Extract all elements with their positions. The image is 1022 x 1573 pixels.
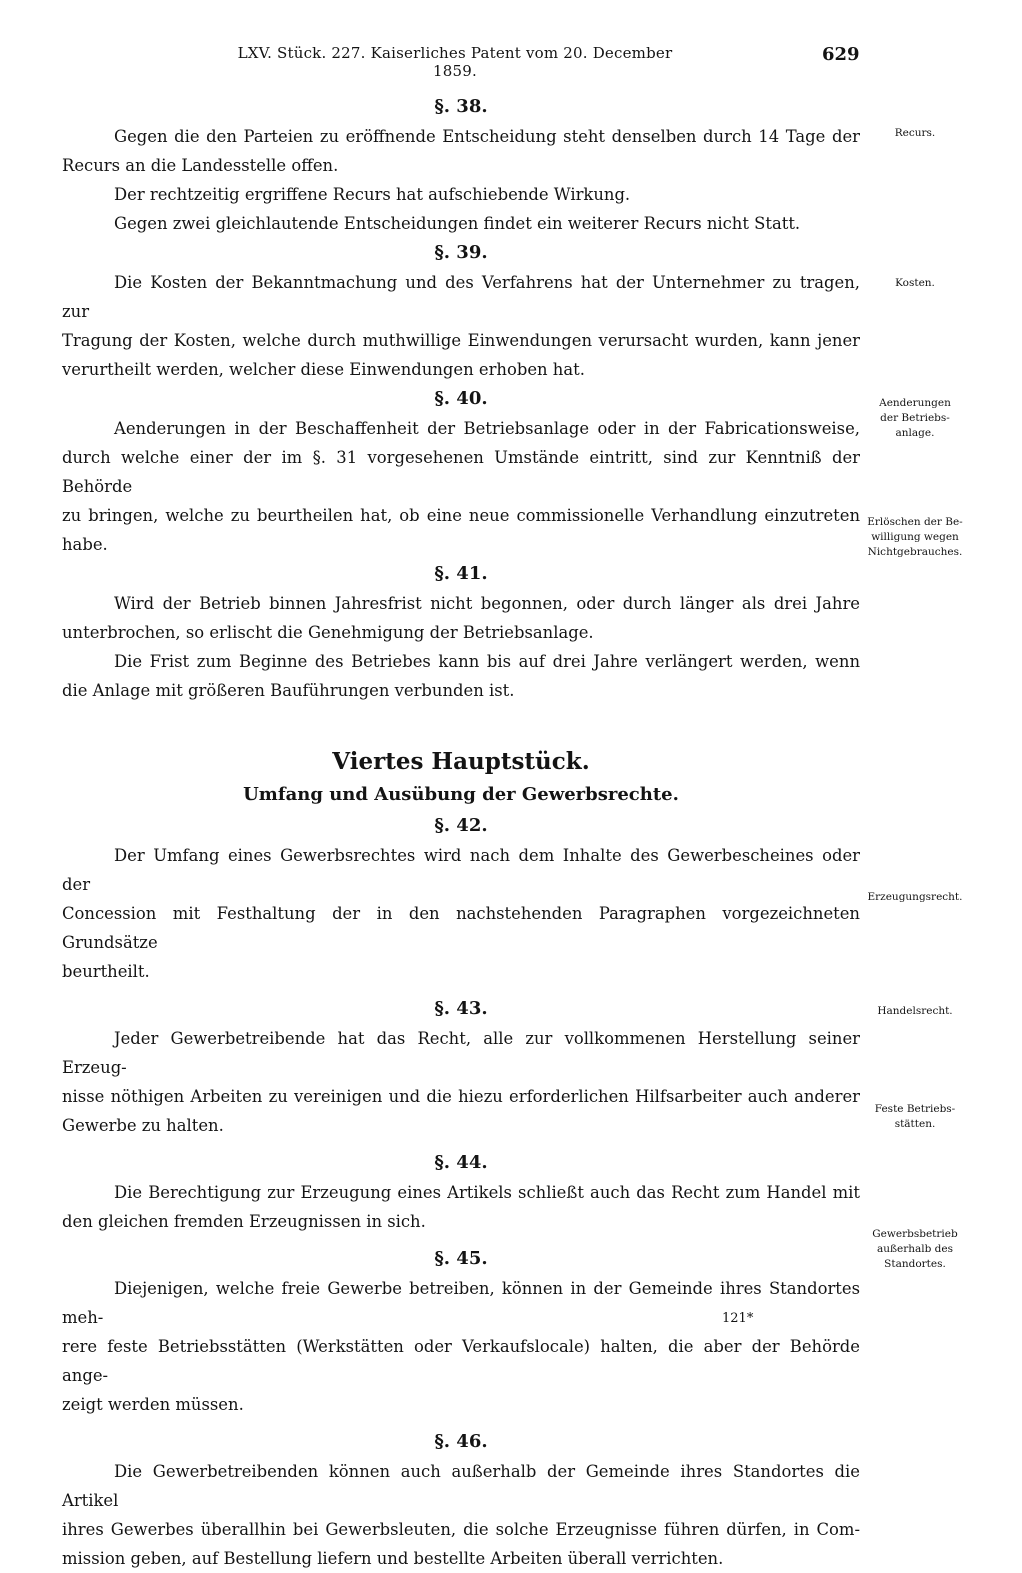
section-44-line: den gleichen fremden Erzeugnissen in sich. — [62, 1212, 426, 1231]
margin-note-line: Nichtgebrauches. — [867, 546, 963, 558]
section-43-line: nisse nöthigen Arbeiten zu vereinigen und die hiezu erforderlichen Hilfsarbeiter auch anderer — [62, 1087, 860, 1106]
section-45-heading: §. 45. — [434, 1248, 488, 1269]
section-46-line: ihres Gewerbes überallhin bei Gewerbsleuten, die solche Erzeugnisse führen dürfen, in Com- — [62, 1520, 860, 1539]
section-43-line: Gewerbe zu halten. — [62, 1116, 224, 1135]
section-42-line: Der Umfang eines Gewerbsrechtes wird nach dem Inhalte des Gewerbescheines oder der — [62, 846, 860, 894]
margin-note-line: willigung wegen — [871, 531, 959, 543]
section-40-heading: §. 40. — [434, 388, 488, 409]
running-head: LXV. Stück. 227. Kaiserliches Patent vom 20. December 1859. — [237, 44, 673, 80]
section-45-line: rere feste Betriebsstätten (Werkstätten oder Verkaufslocale) halten, die aber der Behörde ange- — [62, 1337, 860, 1385]
section-45-line: Diejenigen, welche freie Gewerbe betreiben, können in der Gemeinde ihres Standortes meh- — [62, 1279, 860, 1327]
margin-note-feste-betriebsstaetten — [864, 1102, 966, 1132]
section-42-heading: §. 42. — [434, 815, 488, 836]
section-46-line: mission geben, auf Bestellung liefern und bestellte Arbeiten überall verrichten. — [62, 1549, 724, 1568]
section-38-line: Der rechtzeitig ergriffene Recurs hat aufschiebende Wirkung. — [114, 185, 631, 204]
margin-note-line: außerhalb des — [876, 1243, 954, 1255]
document-body — [62, 92, 860, 1573]
section-45-line: zeigt werden müssen. — [62, 1395, 244, 1414]
margin-note-erzeugungsrecht — [864, 890, 966, 905]
section-39-line: Tragung der Kosten, welche durch muthwillige Einwendungen verursacht wurden, kann jener — [62, 331, 860, 350]
section-44-line: Die Berechtigung zur Erzeugung eines Artikels schließt auch das Recht zum Handel mit — [114, 1183, 860, 1202]
margin-note-line: stätten. — [894, 1118, 936, 1130]
margin-note-aenderungen — [864, 396, 966, 441]
margin-note-line: Feste Betriebs- — [874, 1103, 956, 1115]
section-38-line: Gegen die den Parteien zu eröffnende Entscheidung steht denselben durch 14 Tage der — [114, 127, 860, 146]
section-41-line: unterbrochen, so erlischt die Genehmigung der Betriebsanlage. — [62, 623, 594, 642]
margin-note-line: Recurs. — [894, 127, 936, 139]
margin-note-line: Aenderungen — [879, 397, 951, 409]
margin-note-line: Erzeugungsrecht. — [867, 891, 963, 903]
section-39-line: Die Kosten der Bekanntmachung und des Verfahrens hat der Unternehmer zu tragen, zur — [62, 273, 860, 321]
section-43-line: Jeder Gewerbetreibende hat das Recht, alle zur vollkommenen Herstellung seiner Erzeug- — [62, 1029, 860, 1077]
section-46-heading: §. 46. — [434, 1431, 488, 1452]
section-40-line: Aenderungen in der Beschaffenheit der Betriebsanlage oder in der Fabricationsweise, — [114, 419, 860, 438]
margin-note-erloeschen — [864, 515, 966, 560]
section-41-line: Wird der Betrieb binnen Jahresfrist nicht begonnen, oder durch länger als drei Jahre — [114, 594, 860, 613]
margin-note-line: anlage. — [895, 427, 935, 439]
section-46-line: Die Gewerbetreibenden können auch außerhalb der Gemeinde ihres Standortes die Artikel — [62, 1462, 860, 1510]
section-41-line: Die Frist zum Beginne des Betriebes kann bis auf drei Jahre verlängert werden, wenn — [114, 652, 860, 671]
margin-note-line: der Betriebs- — [880, 412, 950, 424]
margin-note-kosten — [864, 276, 966, 291]
margin-note-line: Erlöschen der Be- — [867, 516, 963, 528]
section-41-heading: §. 41. — [434, 563, 488, 584]
section-39-heading: §. 39. — [434, 242, 488, 263]
section-44-heading: §. 44. — [434, 1152, 488, 1173]
section-40-line: zu bringen, welche zu beurtheilen hat, ob eine neue commissionelle Verhandlung einzutreten habe. — [62, 506, 860, 554]
chapter-title: Viertes Hauptstück. — [332, 748, 590, 775]
chapter-subtitle: Umfang und Ausübung der Gewerbsrechte. — [243, 784, 679, 805]
margin-note-gewerbsbetrieb — [864, 1227, 966, 1272]
section-43-heading: §. 43. — [434, 998, 488, 1019]
section-39-line: verurtheilt werden, welcher diese Einwendungen erhoben hat. — [62, 360, 585, 379]
margin-note-line: Gewerbsbetrieb — [872, 1228, 958, 1240]
margin-note-recurs — [864, 126, 966, 141]
section-40-line: durch welche einer der im §. 31 vorgesehenen Umstände eintritt, sind zur Kenntniß der Behörde — [62, 448, 860, 496]
margin-note-handelsrecht — [864, 1004, 966, 1019]
section-42-line: beurtheilt. — [62, 962, 150, 981]
section-38-line: Recurs an die Landesstelle offen. — [62, 156, 339, 175]
margin-note-line: Kosten. — [895, 277, 935, 289]
margin-note-line: Standortes. — [884, 1258, 946, 1270]
section-41-line: die Anlage mit größeren Bauführungen verbunden ist. — [62, 681, 515, 700]
page-number: 629 — [822, 44, 860, 65]
signature-mark: 121* — [722, 1311, 754, 1326]
section-38-line: Gegen zwei gleichlautende Entscheidungen findet ein weiterer Recurs nicht Statt. — [114, 214, 801, 233]
margin-note-line: Handelsrecht. — [877, 1005, 953, 1017]
section-42-line: Concession mit Festhaltung der in den nachstehenden Paragraphen vorgezeichneten Grundsätze — [62, 904, 860, 952]
section-38-heading: §. 38. — [434, 96, 488, 117]
